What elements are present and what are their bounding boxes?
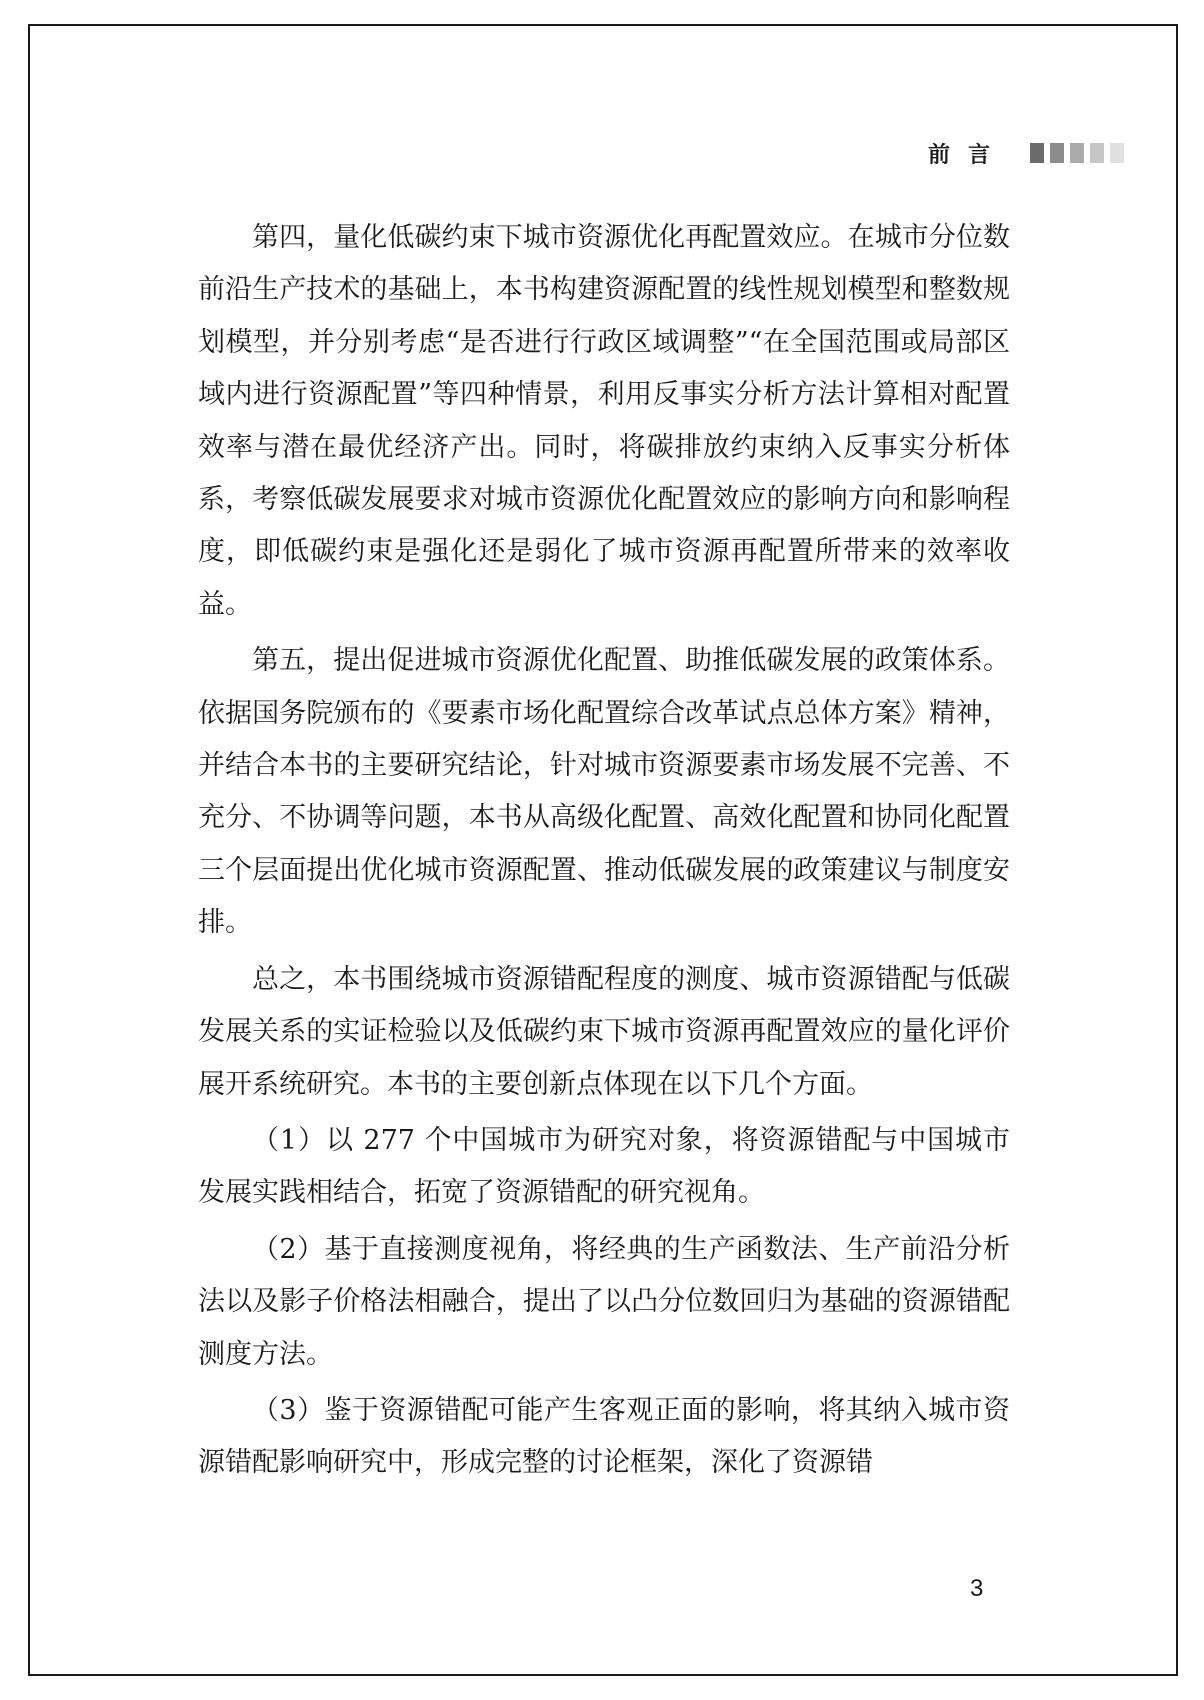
header-title: 前言 bbox=[927, 141, 1008, 168]
paragraph-1: 第四，量化低碳约束下城市资源优化再配置效应。在城市分位数前沿生产技术的基础上，本书构建资源配置的线性规划模型和整数规划模型，并分别考虑“是否进行行政区域调整”“在全国范围或局部区域内进行资源配置”等四种情景，利用反事实分析方法计算相对配置效率与潜在最优经济产出。同时，将碳排放约束纳入反事实分析体系，考察低碳发展要求对城市资源优化配置效应的影响方向和影响程度，即低碳约束是强化还是弱化了城市资源再配置所带来的效率收益。 bbox=[198, 222, 1010, 620]
header-block-4 bbox=[1090, 143, 1104, 163]
paragraph-5: （2）基于直接测度视角，将经典的生产函数法、生产前沿分析法以及影子价格法相融合，提出了以凸分位数回归为基础的资源错配测度方法。 bbox=[198, 1233, 1010, 1370]
header-block-1 bbox=[1030, 143, 1044, 163]
paragraph-3: 总之，本书围绕城市资源错配程度的测度、城市资源错配与低碳发展关系的实证检验以及低碳约束下城市资源再配置效应的量化评价展开系统研究。本书的主要创新点体现在以下几个方面。 bbox=[198, 963, 1010, 1100]
body-text bbox=[198, 212, 1010, 1494]
header-block-5 bbox=[1110, 143, 1124, 163]
header-block-2 bbox=[1050, 143, 1064, 163]
paragraph-4: （1）以 277 个中国城市为研究对象，将资源错配与中国城市发展实践相结合，拓宽了资源错配的研究视角。 bbox=[198, 1124, 1010, 1209]
paragraph-2: 第五，提出促进城市资源优化配置、助推低碳发展的政策体系。依据国务院颁布的《要素市场化配置综合改革试点总体方案》精神，并结合本书的主要研究结论，针对城市资源要素市场发展不完善、不充分、不协调等问题，本书从高级化配置、高效化配置和协同化配置三个层面提出优化城市资源配置、推动低碳发展的政策建议与制度安排。 bbox=[198, 645, 1010, 939]
header-decoration-blocks bbox=[1030, 143, 1124, 163]
running-header bbox=[928, 133, 1124, 173]
page-number: 3 bbox=[970, 1575, 984, 1602]
paragraph-6: （3）鉴于资源错配可能产生客观正面的影响，将其纳入城市资源错配影响研究中，形成完整的讨论框架，深化了资源错 bbox=[198, 1394, 1010, 1479]
header-block-3 bbox=[1070, 143, 1084, 163]
